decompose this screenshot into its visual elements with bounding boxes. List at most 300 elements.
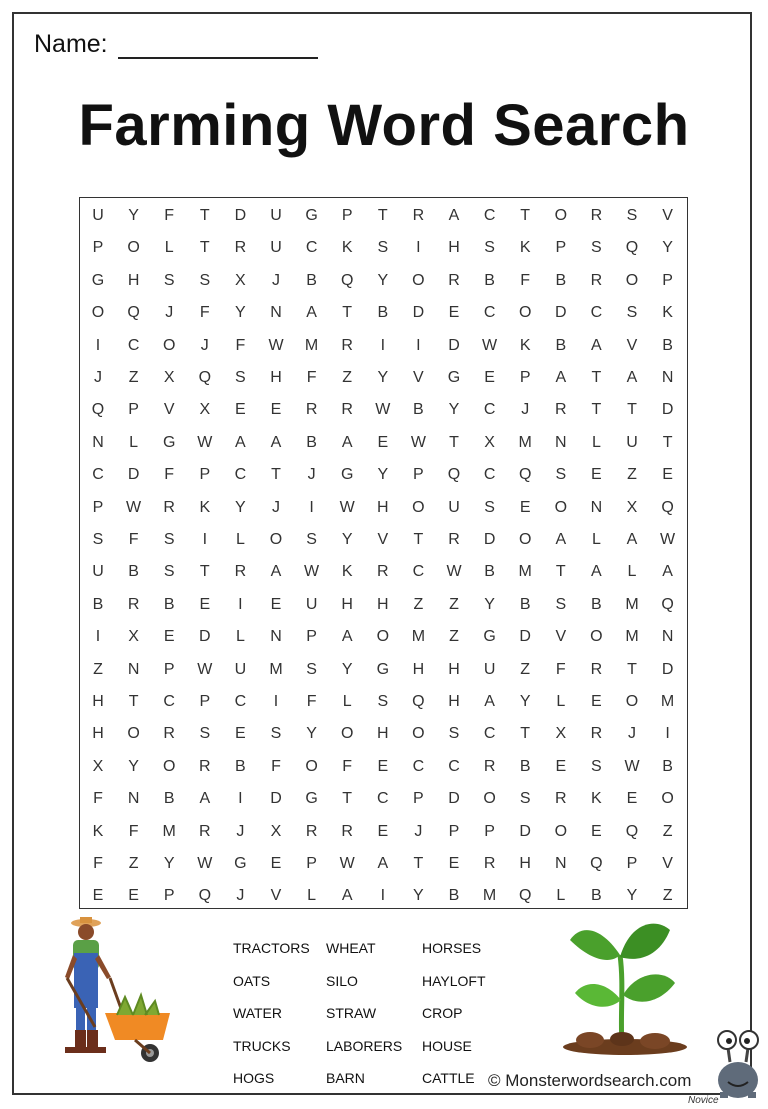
grid-letter[interactable]: R: [483, 855, 496, 872]
grid-letter[interactable]: T: [128, 693, 139, 710]
grid-letter[interactable]: C: [305, 239, 318, 257]
grid-letter[interactable]: W: [375, 401, 391, 419]
grid-letter[interactable]: T: [520, 207, 531, 224]
grid-letter[interactable]: S: [92, 531, 104, 548]
grid-letter[interactable]: T: [199, 563, 210, 581]
grid-letter[interactable]: D: [270, 790, 282, 808]
grid-letter[interactable]: I: [238, 595, 243, 613]
grid-letter[interactable]: D: [448, 336, 460, 354]
grid-letter[interactable]: A: [626, 369, 638, 386]
grid-letter[interactable]: K: [341, 563, 353, 581]
grid-letter[interactable]: Y: [341, 531, 353, 548]
grid-letter[interactable]: P: [306, 855, 317, 872]
grid-letter[interactable]: U: [448, 498, 460, 516]
grid-letter[interactable]: Q: [518, 466, 532, 484]
grid-letter[interactable]: I: [416, 239, 421, 257]
grid-letter[interactable]: R: [590, 725, 603, 743]
grid-letter[interactable]: Y: [163, 855, 175, 872]
grid-letter[interactable]: Y: [341, 660, 353, 678]
grid-letter[interactable]: R: [555, 401, 567, 419]
grid-letter[interactable]: N: [127, 660, 140, 678]
grid-letter[interactable]: F: [555, 660, 566, 678]
grid-letter[interactable]: A: [341, 628, 353, 646]
grid-letter[interactable]: L: [556, 693, 566, 710]
grid-letter[interactable]: J: [307, 466, 316, 484]
grid-letter[interactable]: Y: [235, 498, 246, 516]
grid-letter[interactable]: O: [162, 757, 176, 775]
grid-letter[interactable]: D: [661, 401, 674, 419]
grid-letter[interactable]: W: [660, 531, 676, 548]
grid-letter[interactable]: K: [519, 239, 531, 257]
grid-letter[interactable]: F: [164, 466, 175, 484]
grid-letter[interactable]: M: [660, 693, 675, 710]
grid-letter[interactable]: K: [591, 790, 602, 808]
grid-letter[interactable]: E: [448, 304, 460, 322]
grid-letter[interactable]: X: [626, 498, 638, 516]
grid-letter[interactable]: F: [128, 531, 139, 548]
grid-letter[interactable]: C: [483, 207, 496, 224]
grid-letter[interactable]: P: [413, 466, 424, 484]
grid-letter[interactable]: T: [449, 433, 459, 451]
grid-letter[interactable]: X: [484, 433, 495, 451]
grid-letter[interactable]: I: [202, 531, 208, 548]
grid-letter[interactable]: S: [519, 790, 531, 808]
grid-letter[interactable]: P: [199, 466, 211, 484]
grid-letter[interactable]: O: [127, 725, 140, 743]
grid-letter[interactable]: V: [662, 855, 673, 872]
grid-letter[interactable]: O: [376, 628, 390, 646]
grid-letter[interactable]: B: [662, 757, 673, 775]
grid-letter[interactable]: E: [484, 369, 495, 386]
grid-letter[interactable]: A: [555, 369, 567, 386]
grid-letter[interactable]: T: [342, 304, 353, 322]
grid-letter[interactable]: P: [306, 628, 317, 646]
grid-letter[interactable]: V: [163, 401, 175, 419]
grid-letter[interactable]: T: [555, 563, 566, 581]
grid-letter[interactable]: A: [199, 790, 211, 808]
grid-letter[interactable]: P: [128, 401, 139, 419]
grid-letter[interactable]: E: [591, 693, 602, 710]
grid-letter[interactable]: U: [626, 433, 638, 451]
grid-letter[interactable]: S: [626, 304, 638, 322]
grid-letter[interactable]: N: [270, 304, 282, 322]
grid-letter[interactable]: I: [380, 887, 386, 905]
grid-letter[interactable]: C: [163, 693, 175, 710]
grid-letter[interactable]: N: [270, 628, 282, 646]
grid-letter[interactable]: A: [448, 207, 460, 224]
grid-letter[interactable]: U: [92, 563, 104, 581]
grid-letter[interactable]: T: [662, 433, 673, 451]
grid-letter[interactable]: C: [234, 693, 247, 710]
grid-letter[interactable]: Z: [128, 369, 139, 386]
grid-letter[interactable]: B: [163, 790, 175, 808]
grid-letter[interactable]: Z: [449, 595, 459, 613]
grid-letter[interactable]: A: [662, 563, 673, 581]
grid-letter[interactable]: V: [555, 628, 567, 646]
grid-letter[interactable]: F: [306, 369, 317, 386]
grid-letter[interactable]: J: [414, 822, 423, 840]
grid-letter[interactable]: T: [199, 207, 210, 224]
grid-letter[interactable]: R: [341, 822, 353, 840]
grid-letter[interactable]: M: [162, 822, 176, 840]
grid-letter[interactable]: R: [341, 336, 353, 354]
grid-letter[interactable]: J: [94, 369, 102, 386]
grid-letter[interactable]: U: [270, 239, 282, 257]
grid-letter[interactable]: S: [163, 563, 175, 581]
grid-letter[interactable]: P: [341, 207, 353, 224]
grid-letter[interactable]: B: [662, 336, 673, 354]
grid-letter[interactable]: J: [628, 725, 636, 743]
grid-letter[interactable]: J: [272, 498, 280, 516]
grid-letter[interactable]: O: [554, 498, 568, 516]
grid-letter[interactable]: C: [234, 466, 247, 484]
grid-letter[interactable]: H: [127, 271, 140, 289]
grid-letter[interactable]: Z: [413, 595, 424, 613]
grid-letter[interactable]: M: [482, 887, 497, 905]
grid-letter[interactable]: I: [238, 790, 243, 808]
grid-letter[interactable]: I: [95, 336, 101, 354]
grid-letter[interactable]: Y: [306, 725, 317, 743]
grid-letter[interactable]: R: [341, 401, 353, 419]
grid-letter[interactable]: E: [662, 466, 673, 484]
grid-letter[interactable]: E: [163, 628, 175, 646]
grid-letter[interactable]: G: [340, 466, 354, 484]
grid-letter[interactable]: V: [377, 531, 389, 548]
grid-letter[interactable]: Q: [127, 304, 140, 322]
grid-letter[interactable]: B: [484, 271, 495, 289]
grid-letter[interactable]: N: [590, 498, 603, 516]
grid-letter[interactable]: D: [519, 628, 531, 646]
grid-letter[interactable]: N: [661, 369, 674, 386]
grid-letter[interactable]: B: [591, 887, 602, 905]
grid-letter[interactable]: J: [521, 401, 530, 419]
grid-letter[interactable]: B: [519, 595, 531, 613]
name-field-line[interactable]: [118, 31, 318, 59]
grid-letter[interactable]: J: [272, 271, 280, 289]
grid-letter[interactable]: R: [163, 725, 175, 743]
grid-letter[interactable]: G: [234, 855, 247, 872]
grid-letter[interactable]: A: [591, 563, 602, 581]
grid-letter[interactable]: C: [92, 466, 104, 484]
grid-letter[interactable]: L: [627, 563, 637, 581]
grid-letter[interactable]: C: [483, 304, 496, 322]
grid-letter[interactable]: P: [92, 498, 104, 516]
grid-letter[interactable]: R: [234, 239, 247, 257]
grid-letter[interactable]: B: [448, 887, 460, 905]
grid-letter[interactable]: D: [519, 822, 531, 840]
grid-letter[interactable]: N: [555, 855, 567, 872]
grid-letter[interactable]: T: [413, 855, 424, 872]
grid-letter[interactable]: E: [591, 822, 602, 840]
grid-letter[interactable]: H: [519, 855, 531, 872]
grid-letter[interactable]: B: [306, 271, 317, 289]
grid-letter[interactable]: W: [624, 757, 640, 775]
grid-letter[interactable]: B: [128, 563, 139, 581]
grid-letter[interactable]: I: [95, 628, 101, 646]
grid-letter[interactable]: Y: [128, 757, 139, 775]
grid-letter[interactable]: P: [92, 239, 104, 257]
grid-letter[interactable]: A: [555, 531, 567, 548]
grid-letter[interactable]: Y: [448, 401, 460, 419]
grid-letter[interactable]: G: [91, 271, 105, 289]
grid-letter[interactable]: O: [483, 790, 496, 808]
grid-letter[interactable]: R: [448, 271, 460, 289]
grid-letter[interactable]: Y: [484, 595, 495, 613]
grid-letter[interactable]: D: [234, 207, 247, 224]
grid-letter[interactable]: T: [413, 531, 424, 548]
grid-letter[interactable]: H: [377, 725, 389, 743]
grid-letter[interactable]: R: [483, 757, 496, 775]
grid-letter[interactable]: G: [376, 660, 390, 678]
grid-letter[interactable]: E: [377, 822, 389, 840]
grid-letter[interactable]: O: [625, 693, 639, 710]
grid-letter[interactable]: L: [342, 693, 352, 710]
grid-letter[interactable]: B: [306, 433, 317, 451]
grid-letter[interactable]: I: [380, 336, 386, 354]
grid-letter[interactable]: E: [377, 757, 389, 775]
grid-letter[interactable]: F: [128, 822, 139, 840]
grid-letter[interactable]: F: [93, 855, 103, 872]
grid-letter[interactable]: S: [555, 466, 567, 484]
grid-letter[interactable]: X: [555, 725, 567, 743]
grid-letter[interactable]: Q: [661, 595, 674, 613]
grid-letter[interactable]: S: [377, 239, 389, 257]
grid-letter[interactable]: E: [626, 790, 638, 808]
grid-letter[interactable]: Q: [625, 239, 639, 257]
grid-letter[interactable]: U: [483, 660, 496, 678]
grid-letter[interactable]: X: [128, 628, 139, 646]
grid-letter[interactable]: I: [416, 336, 421, 354]
grid-letter[interactable]: C: [377, 790, 389, 808]
grid-letter[interactable]: V: [662, 207, 673, 224]
grid-letter[interactable]: O: [340, 725, 354, 743]
grid-letter[interactable]: O: [269, 531, 283, 548]
grid-letter[interactable]: O: [661, 790, 674, 808]
grid-letter[interactable]: P: [199, 693, 211, 710]
grid-letter[interactable]: Y: [235, 304, 246, 322]
grid-letter[interactable]: Y: [519, 693, 531, 710]
grid-letter[interactable]: R: [590, 207, 603, 224]
grid-letter[interactable]: X: [270, 822, 282, 840]
grid-letter[interactable]: G: [162, 433, 176, 451]
grid-letter[interactable]: H: [412, 660, 425, 678]
grid-letter[interactable]: X: [163, 369, 175, 386]
grid-letter[interactable]: R: [199, 822, 211, 840]
grid-letter[interactable]: P: [448, 822, 460, 840]
grid-letter[interactable]: D: [412, 304, 425, 322]
grid-letter[interactable]: O: [554, 207, 568, 224]
grid-letter[interactable]: S: [163, 531, 175, 548]
grid-letter[interactable]: S: [306, 660, 317, 678]
grid-letter[interactable]: Y: [413, 887, 424, 905]
grid-letter[interactable]: T: [199, 239, 210, 257]
grid-letter[interactable]: B: [519, 757, 531, 775]
grid-letter[interactable]: Y: [377, 466, 389, 484]
grid-letter[interactable]: O: [554, 822, 568, 840]
grid-letter[interactable]: W: [304, 563, 320, 581]
grid-letter[interactable]: S: [555, 595, 567, 613]
grid-letter[interactable]: A: [626, 531, 638, 548]
grid-letter[interactable]: O: [518, 531, 532, 548]
grid-letter[interactable]: C: [483, 401, 496, 419]
grid-letter[interactable]: S: [484, 239, 495, 257]
grid-letter[interactable]: E: [235, 725, 246, 743]
grid-letter[interactable]: D: [448, 790, 460, 808]
grid-letter[interactable]: O: [590, 628, 603, 646]
grid-letter[interactable]: R: [590, 660, 603, 678]
grid-letter[interactable]: E: [377, 433, 389, 451]
grid-letter[interactable]: Y: [626, 887, 638, 905]
grid-letter[interactable]: E: [270, 595, 282, 613]
grid-letter[interactable]: W: [339, 498, 355, 516]
grid-letter[interactable]: H: [270, 369, 282, 386]
grid-letter[interactable]: F: [199, 304, 210, 322]
grid-letter[interactable]: C: [483, 466, 496, 484]
grid-letter[interactable]: G: [447, 369, 461, 386]
grid-letter[interactable]: D: [483, 531, 496, 548]
grid-letter[interactable]: J: [200, 336, 209, 354]
grid-letter[interactable]: K: [92, 822, 104, 840]
grid-letter[interactable]: D: [127, 466, 140, 484]
grid-letter[interactable]: Q: [447, 466, 461, 484]
grid-letter[interactable]: L: [556, 887, 566, 905]
grid-letter[interactable]: H: [92, 725, 104, 743]
grid-letter[interactable]: N: [661, 628, 674, 646]
grid-letter[interactable]: V: [413, 369, 424, 386]
grid-letter[interactable]: T: [377, 207, 388, 224]
grid-letter[interactable]: W: [339, 855, 355, 872]
grid-letter[interactable]: B: [555, 336, 567, 354]
grid-letter[interactable]: B: [92, 595, 104, 613]
grid-letter[interactable]: B: [413, 401, 424, 419]
grid-letter[interactable]: S: [306, 531, 317, 548]
grid-letter[interactable]: O: [305, 757, 318, 775]
grid-letter[interactable]: Y: [377, 369, 389, 386]
grid-letter[interactable]: D: [661, 660, 674, 678]
grid-letter[interactable]: L: [164, 239, 174, 257]
grid-letter[interactable]: S: [591, 239, 602, 257]
grid-letter[interactable]: T: [627, 401, 637, 419]
grid-letter[interactable]: H: [92, 693, 104, 710]
grid-letter[interactable]: A: [341, 887, 353, 905]
grid-letter[interactable]: C: [483, 725, 496, 743]
grid-letter[interactable]: Q: [661, 498, 674, 516]
grid-letter[interactable]: W: [482, 336, 498, 354]
grid-letter[interactable]: F: [93, 790, 103, 808]
grid-letter[interactable]: V: [270, 887, 282, 905]
grid-letter[interactable]: B: [235, 757, 246, 775]
grid-letter[interactable]: X: [92, 757, 104, 775]
grid-letter[interactable]: Q: [412, 693, 425, 710]
grid-letter[interactable]: Q: [590, 855, 603, 872]
grid-letter[interactable]: W: [197, 660, 213, 678]
grid-letter[interactable]: A: [270, 563, 282, 581]
grid-letter[interactable]: R: [305, 401, 318, 419]
grid-letter[interactable]: Q: [340, 271, 354, 289]
grid-letter[interactable]: C: [590, 304, 603, 322]
grid-letter[interactable]: E: [270, 855, 282, 872]
grid-letter[interactable]: R: [163, 498, 175, 516]
grid-letter[interactable]: M: [625, 595, 639, 613]
grid-letter[interactable]: Q: [198, 369, 212, 386]
grid-letter[interactable]: Q: [625, 822, 639, 840]
grid-letter[interactable]: D: [199, 628, 211, 646]
grid-letter[interactable]: J: [236, 822, 245, 840]
grid-letter[interactable]: A: [235, 433, 246, 451]
grid-letter[interactable]: F: [342, 757, 353, 775]
grid-letter[interactable]: T: [342, 790, 353, 808]
grid-letter[interactable]: P: [519, 369, 531, 386]
grid-letter[interactable]: Z: [93, 660, 103, 678]
grid-letter[interactable]: O: [412, 725, 425, 743]
grid-letter[interactable]: L: [307, 887, 317, 905]
grid-letter[interactable]: H: [448, 693, 460, 710]
grid-letter[interactable]: E: [448, 855, 460, 872]
grid-letter[interactable]: T: [271, 466, 281, 484]
grid-letter[interactable]: O: [412, 498, 425, 516]
grid-letter[interactable]: G: [305, 790, 318, 808]
grid-letter[interactable]: S: [199, 271, 211, 289]
grid-letter[interactable]: T: [520, 725, 531, 743]
grid-letter[interactable]: T: [627, 660, 637, 678]
grid-letter[interactable]: R: [199, 757, 211, 775]
grid-letter[interactable]: L: [591, 531, 601, 548]
grid-letter[interactable]: F: [235, 336, 246, 354]
grid-letter[interactable]: A: [341, 433, 353, 451]
grid-letter[interactable]: Q: [91, 401, 105, 419]
grid-letter[interactable]: D: [555, 304, 567, 322]
grid-letter[interactable]: S: [591, 757, 602, 775]
grid-letter[interactable]: K: [199, 498, 211, 516]
grid-letter[interactable]: F: [520, 271, 531, 289]
grid-letter[interactable]: X: [235, 271, 246, 289]
grid-letter[interactable]: E: [519, 498, 531, 516]
grid-letter[interactable]: R: [127, 595, 140, 613]
grid-letter[interactable]: L: [235, 628, 245, 646]
grid-letter[interactable]: V: [626, 336, 638, 354]
grid-letter[interactable]: W: [126, 498, 142, 516]
grid-letter[interactable]: B: [163, 595, 175, 613]
grid-letter[interactable]: M: [625, 628, 639, 646]
grid-letter[interactable]: R: [377, 563, 389, 581]
grid-letter[interactable]: P: [163, 660, 175, 678]
grid-letter[interactable]: C: [412, 563, 425, 581]
grid-letter[interactable]: I: [309, 498, 314, 516]
grid-letter[interactable]: M: [304, 336, 319, 354]
grid-letter[interactable]: N: [92, 433, 104, 451]
grid-letter[interactable]: G: [483, 628, 496, 646]
grid-letter[interactable]: Z: [662, 887, 673, 905]
grid-letter[interactable]: S: [626, 207, 638, 224]
grid-letter[interactable]: M: [269, 660, 283, 678]
grid-letter[interactable]: Q: [198, 887, 212, 905]
grid-letter[interactable]: O: [127, 239, 140, 257]
grid-letter[interactable]: I: [665, 725, 670, 743]
grid-letter[interactable]: G: [305, 207, 318, 224]
grid-letter[interactable]: S: [484, 498, 495, 516]
grid-letter[interactable]: L: [129, 433, 139, 451]
grid-letter[interactable]: H: [341, 595, 353, 613]
grid-letter[interactable]: O: [412, 271, 425, 289]
grid-letter[interactable]: A: [591, 336, 602, 354]
grid-letter[interactable]: Z: [520, 660, 531, 678]
grid-letter[interactable]: Y: [128, 207, 139, 224]
grid-letter[interactable]: U: [92, 207, 104, 224]
grid-letter[interactable]: S: [270, 725, 282, 743]
grid-letter[interactable]: M: [518, 563, 532, 581]
grid-letter[interactable]: C: [127, 336, 140, 354]
grid-letter[interactable]: J: [165, 304, 174, 322]
